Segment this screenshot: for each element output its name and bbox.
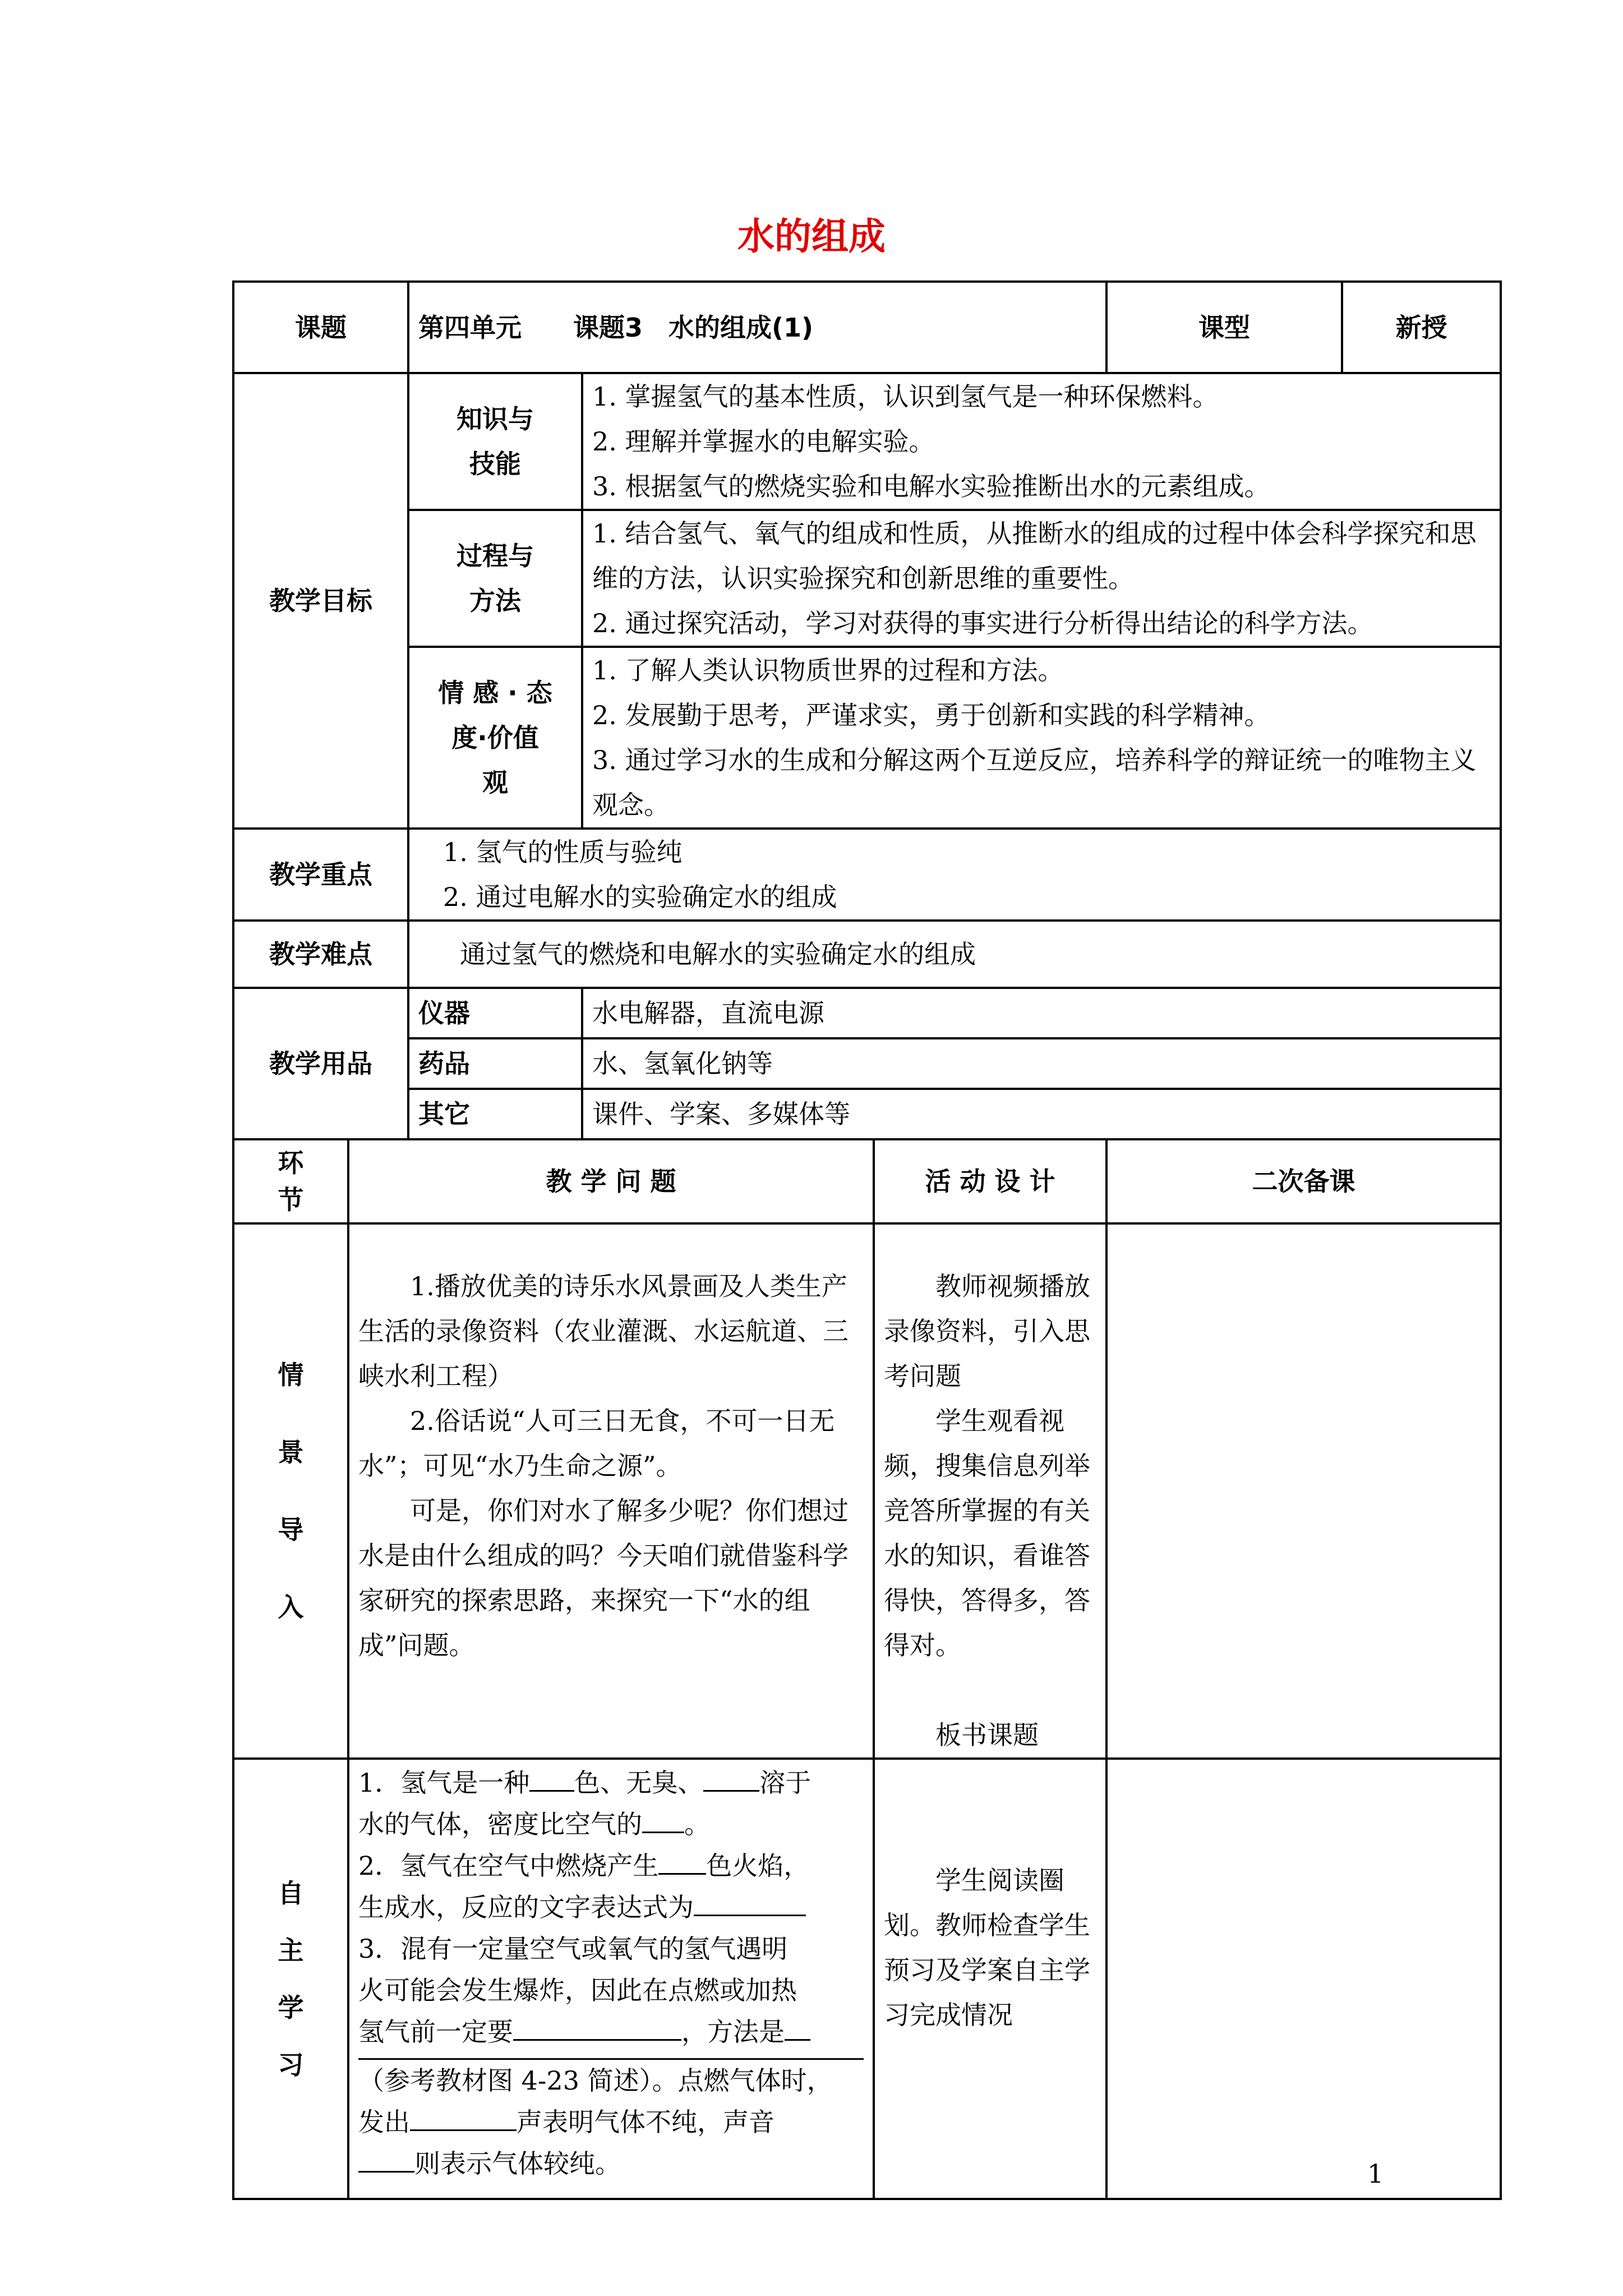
stage-intro-label: 情 景 导 入: [233, 1223, 348, 1759]
knowledge-items: 1. 掌握氢气的基本性质，认识到氢气是一种环保燃料。 2. 理解并掌握水的电解实验。 3. 根据氢气的燃烧实验和电解水实验推断出水的元素组成。: [582, 373, 1501, 510]
process-items: 1. 结合氢气、氧气的组成和性质，从推断水的组成的过程中体会科学探究和思维的方法，认识实验探究和创新思维的重要性。 2. 通过探究活动，学习对获得的事实进行分析得出结论的科学方法。: [582, 510, 1501, 647]
stage-selfstudy-label: 自 主 学 习: [233, 1759, 348, 2199]
supplies-row: [233, 1038, 1501, 1089]
key-points-row: [233, 829, 1501, 921]
answer-blank: [642, 1806, 684, 1833]
stage-intro-notes: [1106, 1223, 1501, 1759]
topic-value: 第四单元 课题3 水的组成(1): [408, 282, 1106, 373]
header-row: [233, 282, 1501, 373]
supplies-row: [233, 1089, 1501, 1139]
stage-intro-problem: 1.播放优美的诗乐水风景画及人类生产生活的录像资料（农业灌溉、水运航道、三峡水利工程） 2.俗话说“人可三日无食，不可一日无水”；可见“水乃生命之源”。 可是，你们对水了解多少呢？你们想过水是由什么组成的吗？今天咱们就借鉴科学家研究的探索思路，来探究一下“水的组成”问题。: [348, 1223, 874, 1759]
stage-selfstudy-problem: 1．氢气是一种 色、无臭、 溶于 水的气体，密度比空气的 。 2．氢气在空气中燃烧产生 色火焰， 生成水，反应的文字表达式为 3．混有一定量空气或氧气的氢气遇明 火可能会发生爆炸，因此在点燃或加热 氢气前一定要 ，方法是 （参考教材图 4-23 简述）。点燃气体时， 发出 声表明气体不纯，声音 则表示气体较纯。: [348, 1759, 874, 2199]
knowledge-label: 知识与 技能: [408, 373, 582, 510]
supply-label: 仪器: [408, 988, 582, 1038]
answer-blank: [513, 2013, 681, 2041]
supplies-label: 教学用品: [233, 988, 408, 1139]
stage-selfstudy-notes: [1106, 1759, 1501, 2199]
type-label: 课型: [1106, 282, 1342, 373]
process-label: 过程与 方法: [408, 510, 582, 647]
key-points-items: 1. 氢气的性质与验纯 2. 通过电解水的实验确定水的组成: [408, 829, 1501, 921]
supply-value: 水、氢氧化钠等: [582, 1038, 1501, 1089]
document-title: 水的组成: [737, 215, 886, 258]
topic-label: 课题: [233, 282, 408, 373]
page-number: 1: [1367, 2159, 1384, 2189]
objectives-label: 教学目标: [233, 373, 408, 829]
answer-blank: [703, 1764, 759, 1792]
stage-selfstudy-activity: 学生阅读圈划。教师检查学生预习及学案自主学习完成情况: [874, 1759, 1106, 2199]
type-value: 新授: [1342, 282, 1501, 373]
key-points-label: 教学重点: [233, 829, 408, 921]
stage-intro-activity: 教师视频播放录像资料，引入思考问题 学生观看视频，搜集信息列举竞答所掌握的有关水的知识，看谁答得快，答得多，答得对。 板书课题: [874, 1223, 1106, 1759]
answer-blank: [358, 2145, 414, 2173]
objective-knowledge-row: [233, 373, 1501, 510]
notes-header: 二次备课: [1106, 1139, 1501, 1223]
objective-process-row: [233, 510, 1501, 647]
objective-emotion-row: [233, 647, 1501, 829]
problem-header: 教 学 问 题: [348, 1139, 874, 1223]
supplies-row: [233, 988, 1501, 1038]
answer-blank: [658, 1847, 706, 1875]
column-header-row: [233, 1139, 1501, 1223]
lesson-plan-table: [232, 280, 1502, 2200]
stage-intro-row: [233, 1223, 1501, 1759]
activity-header: 活 动 设 计: [874, 1139, 1106, 1223]
difficulties-label: 教学难点: [233, 921, 408, 988]
difficulties-row: [233, 921, 1501, 988]
answer-blank: [785, 2013, 810, 2041]
stage-header: 环 节: [233, 1139, 348, 1223]
supply-value: 水电解器，直流电源: [582, 988, 1501, 1038]
answer-blank: [694, 1889, 806, 1916]
answer-blank: [410, 2104, 517, 2131]
stage-selfstudy-row: [233, 1759, 1501, 2199]
emotion-items: 1. 了解人类认识物质世界的过程和方法。 2. 发展勤于思考，严谨求实，勇于创新和实践的科学精神。 3. 通过学习水的生成和分解这两个互逆反应，培养科学的辩证统一的唯物主义观念。: [582, 647, 1501, 829]
supply-value: 课件、学案、多媒体等: [582, 1089, 1501, 1139]
supply-label: 其它: [408, 1089, 582, 1139]
emotion-label: 情 感 · 态 度·价值 观: [408, 647, 582, 829]
supply-label: 药品: [408, 1038, 582, 1089]
difficulties-text: 通过氢气的燃烧和电解水的实验确定水的组成: [408, 921, 1501, 988]
answer-blank: [529, 1764, 574, 1792]
